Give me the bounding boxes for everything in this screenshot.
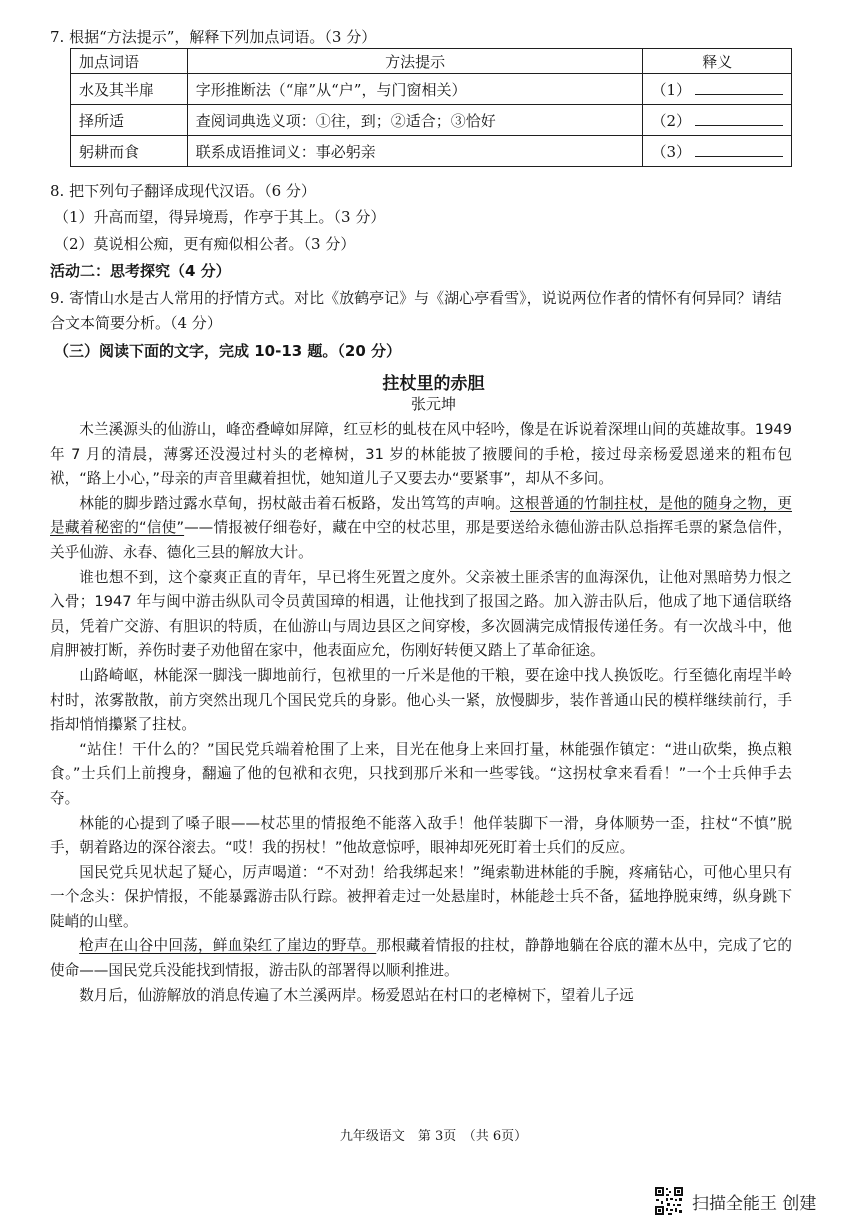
- qr-code-icon: [654, 1186, 684, 1216]
- paragraph: 谁也想不到，这个豪爽正直的青年，早已将生死置之度外。父亲被土匪杀害的血海深仇，让他对黑暗势力恨之入骨；1947 年与闽中游击纵队司令员黄国璋的相遇，让他找到了报国之路。加入游击队后，他成了地下通信联络员，凭着广交游、有胆识的特质，在仙游山与周边县区之间穿梭，多次圆满完成情报传递任务。有一次战斗中，他肩胛被打断，养伤时妻子劝他留在家中，他表面应允，伤刚好转便又踏上了革命征途。: [50, 568, 792, 660]
- row-word: 水及其半扉: [71, 74, 188, 105]
- question-8-prompt: 8. 把下列句子翻译成现代汉语。（6 分）: [50, 182, 316, 200]
- question-9-prompt: 9. 寄情山水是古人常用的抒情方式。对比《放鹤亭记》与《湖心亭看雪》，说说两位作者的情怀有何异同？请结合文本简要分析。（4 分）: [50, 289, 782, 332]
- paragraph: 林能的心提到了嗓子眼——杖芯里的情报绝不能落入敌手！他佯装脚下一滑，身体顺势一歪，拄杖“不慎”脱手，朝着路边的深谷滚去。“哎！我的拐杖！”他故意惊呼，眼神却死死盯着士兵们的反应。: [50, 814, 792, 857]
- section-3-heading: （三）阅读下面的文字，完成 10-13 题。（20 分）: [54, 342, 402, 360]
- scanner-watermark: [654, 1186, 816, 1216]
- row-hint: 联系成语推词义：事必躬亲: [187, 136, 643, 167]
- paragraph: “站住！干什么的？”国民党兵端着枪围了上来，目光在他身上来回打量，林能强作镇定：“进山砍柴，换点粮食。”士兵们上前搜身，翻遍了他的包袱和衣兜，只找到那斤米和一些零钱。“这拐杖拿来看看！”一个士兵伸手去夺。: [50, 740, 792, 807]
- text-segment: 那根藏着情报的拄杖，静静地躺在谷底的灌木丛中，完成了它的使命——国民党兵没能找到情报，游击队的部署得以顺利推进。: [50, 937, 792, 980]
- paragraph: 山路崎岖，林能深一脚浅一脚地前行，包袱里的一斤米是他的干粮，要在途中找人换饭吃。行至德化南埕半岭村时，浓雾散散，前方突然出现几个国民党兵的身影。他心头一紧，放慢脚步，装作普通山民的模样继续前行，手指却悄悄攥紧了拄杖。: [50, 666, 792, 734]
- question-8-item-2: （2）莫说相公痴，更有痴似相公者。（3 分）: [54, 235, 356, 253]
- paragraph: [50, 934, 792, 983]
- paragraph: 国民党兵见状起了疑心，厉声喝道：“不对劲！给我绑起来！”绳索勒进林能的手腕，疼痛钻心，可他心里只有一个念头：保护情报，不能暴露游击队行踪。被押着走过一处悬崖时，林能趁士兵不备，猛地挣脱束缚，纵身跳下陡峭的山壁。: [50, 863, 792, 930]
- article-title: 拄杖里的赤胆: [382, 374, 485, 394]
- method-hint-table: [70, 48, 792, 167]
- text-segment: ——情报被仔细卷好，藏在中空的杖芯里，那是要送给永德仙游击队总指挥毛票的紧急信件，关乎仙游、永春、德化三县的解放大计。: [50, 519, 792, 561]
- text-segment: 林能的脚步踏过露水草甸，拐杖敲击着石板路，发出笃笃的声响。: [79, 494, 510, 512]
- header-meaning: 释义: [643, 49, 792, 74]
- table-row: [71, 136, 792, 167]
- question-8-item-1: （1）升高而望，得异境焉，作亭于其上。（3 分）: [54, 208, 386, 226]
- table-header-row: [71, 49, 792, 74]
- row-word: 躬耕而食: [71, 136, 188, 167]
- answer-blank[interactable]: [695, 80, 783, 95]
- article-body: [50, 418, 792, 1008]
- row-hint: 查阅词典选义项：①往，到；②适合；③恰好: [187, 105, 643, 136]
- question-7-prompt: 7. 根据“方法提示”，解释下列加点词语。（3 分）: [50, 28, 377, 46]
- row-answer-cell: [643, 136, 792, 167]
- table-row: [71, 105, 792, 136]
- header-hint: 方法提示: [187, 49, 643, 74]
- row-answer-cell: [643, 74, 792, 105]
- paragraph: 数月后，仙游解放的消息传遍了木兰溪两岸。杨爱恩站在村口的老樟树下，望着儿子远: [79, 986, 634, 1004]
- paragraph: [50, 492, 792, 566]
- underlined-sentence: 这根普通的竹制拄杖，是他的随身之物，更是藏着秘密的“信使”: [50, 494, 792, 537]
- table-row: [71, 74, 792, 105]
- underlined-sentence: 枪声在山谷中回荡，鲜血染红了崖边的野草。: [79, 937, 377, 955]
- answer-number: （2）: [651, 111, 691, 130]
- row-word: 择所适: [71, 105, 188, 136]
- scanner-label: 扫描全能王 创建: [692, 1193, 817, 1214]
- answer-blank[interactable]: [695, 142, 783, 157]
- header-word: 加点词语: [71, 49, 188, 74]
- row-answer-cell: [643, 105, 792, 136]
- answer-blank[interactable]: [695, 111, 783, 126]
- page-footer: 九年级语文 第 3页 （共 6页）: [339, 1129, 528, 1144]
- answer-number: （3）: [651, 142, 691, 161]
- row-hint: 字形推断法（“扉”从“户”，与门窗相关）: [187, 74, 643, 105]
- answer-number: （1）: [651, 80, 691, 99]
- activity-2-heading: 活动二：思考探究（4 分）: [50, 262, 231, 280]
- paragraph: 木兰溪源头的仙游山，峰峦叠嶂如屏障，红豆杉的虬枝在风中轻吟，像是在诉说着深埋山间的英雄故事。1949 年 7 月的清晨，薄雾还没漫过村头的老樟树，31 岁的林能披了掖腰间的手枪，接过母亲杨爱恩递来的粗布包袱，“路上小心，”母亲的声音里藏着担忧，她知道儿子又要去办“要紧事”，却从不多问。: [50, 421, 792, 488]
- article-author: 张元坤: [410, 395, 456, 413]
